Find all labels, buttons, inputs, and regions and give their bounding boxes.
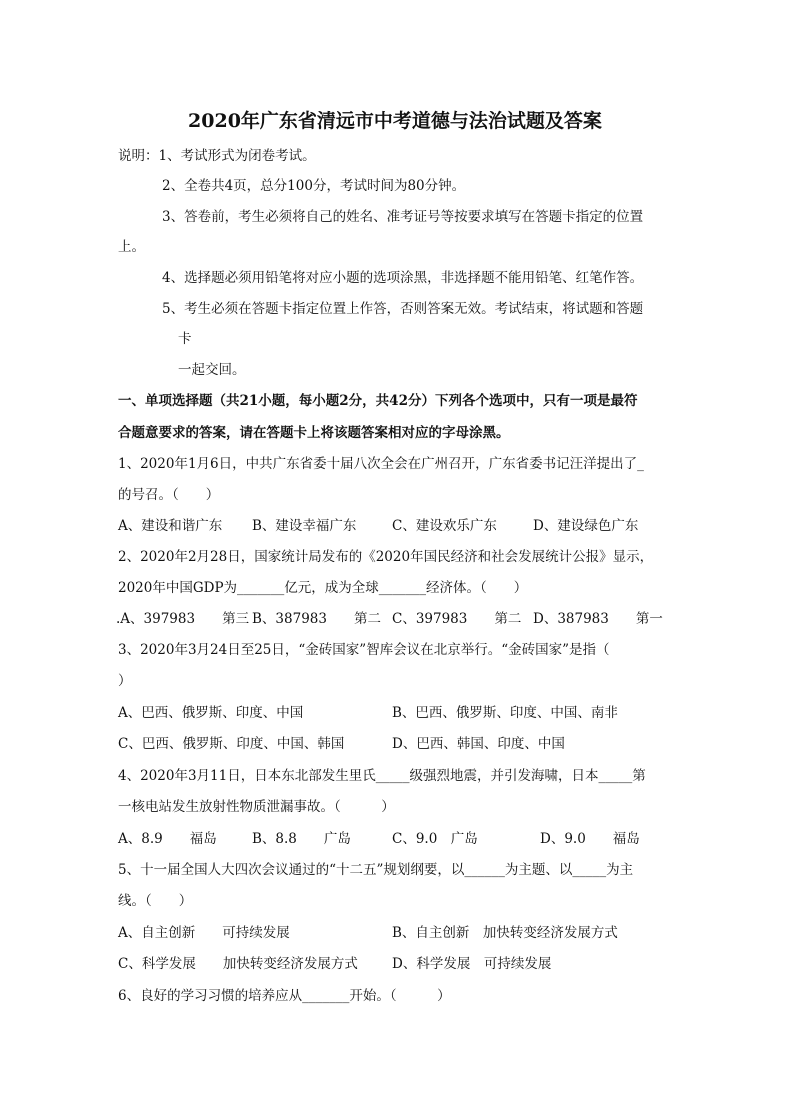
option-b: B、自主创新 加快转变经济发展方式 bbox=[392, 925, 618, 941]
option-c: C、建设欢乐广东 bbox=[392, 518, 497, 534]
option-a: A、建设和谐广东 bbox=[118, 518, 223, 534]
page-title: 2020年广东省清远市中考道德与法治试题及答案 bbox=[188, 110, 602, 132]
note-line: 5、考生必须在答题卡指定位置上作答，否则答案无效。考试结束，将试题和答题 bbox=[162, 301, 644, 317]
option-a: .A、397983 第三 bbox=[116, 611, 250, 627]
note-line: 一起交回。 bbox=[178, 362, 246, 378]
question-text: 2、2020年2月28日，国家统计局发布的《2020年国民经济和社会发展统计公报》显示， bbox=[118, 549, 654, 565]
note-line: 说明：1、考试形式为闭卷考试。 bbox=[118, 148, 316, 164]
section-heading: 合题意要求的答案，请在答题卡上将该题答案相对应的字母涂黑。 bbox=[118, 425, 510, 441]
option-b: B、建设幸福广东 bbox=[252, 518, 357, 534]
question-text: 1、2020年1月6日，中共广东省委十届八次全会在广州召开，广东省委书记汪洋提出了_ bbox=[118, 456, 644, 472]
question-text: 2020年中国GDP为_______亿元，成为全球_______经济体。（ ） bbox=[118, 580, 528, 596]
option-b: B、387983 第二 bbox=[252, 611, 381, 627]
note-line: 2、全卷共4页，总分100分，考试时间为80分钟。 bbox=[162, 178, 466, 194]
question-text: 6、良好的学习习惯的培养应从_______开始。（ ） bbox=[118, 988, 451, 1004]
option-c: C、巴西、俄罗斯、印度、中国、韩国 bbox=[118, 736, 345, 752]
option-b: B、巴西、俄罗斯、印度、中国、南非 bbox=[392, 705, 618, 721]
note-line: 3、答卷前，考生必须将自己的姓名、准考证号等按要求填写在答题卡指定的位置 bbox=[162, 209, 644, 225]
option-d: D、建设绿色广东 bbox=[533, 518, 639, 534]
option-c: C、9.0 广岛 bbox=[392, 831, 478, 847]
option-a: A、自主创新 可持续发展 bbox=[118, 925, 290, 941]
question-text: 5、十一届全国人大四次会议通过的“十二五”规划纲要，以______为主题、以_____为主 bbox=[118, 862, 634, 878]
option-a: A、巴西、俄罗斯、印度、中国 bbox=[118, 705, 304, 721]
section-heading: 一、单项选择题（共21小题，每小题2分，共42分）下列各个选项中，只有一项是最符 bbox=[118, 393, 638, 409]
option-d: D、巴西、韩国、印度、中国 bbox=[392, 736, 565, 752]
option-c: C、科学发展 加快转变经济发展方式 bbox=[118, 956, 358, 972]
question-text: 线。（ ） bbox=[118, 893, 193, 909]
question-text: 一核电站发生放射性物质泄漏事故。（ ） bbox=[118, 799, 395, 815]
question-text: 3、2020年3月24日至25日，“金砖国家”智库会议在北京举行。“金砖国家”是指（ bbox=[118, 642, 610, 658]
question-text: 的号召。（ ） bbox=[118, 487, 220, 503]
question-text: ） bbox=[118, 673, 132, 689]
option-a: A、8.9 福岛 bbox=[118, 831, 217, 847]
option-d: D、科学发展 可持续发展 bbox=[392, 956, 552, 972]
note-line: 卡 bbox=[178, 331, 192, 347]
option-b: B、8.8 广岛 bbox=[252, 831, 351, 847]
question-text: 4、2020年3月11日，日本东北部发生里氏_____级强烈地震，并引发海啸，日本_____第 bbox=[118, 768, 646, 784]
option-c: C、397983 第二 bbox=[392, 611, 522, 627]
option-d: D、9.0 福岛 bbox=[540, 831, 640, 847]
option-d: D、387983 第一 bbox=[533, 611, 663, 627]
note-line: 上。 bbox=[118, 239, 145, 255]
note-line: 4、选择题必须用铅笔将对应小题的选项涂黑，非选择题不能用铅笔、红笔作答。 bbox=[162, 270, 644, 286]
